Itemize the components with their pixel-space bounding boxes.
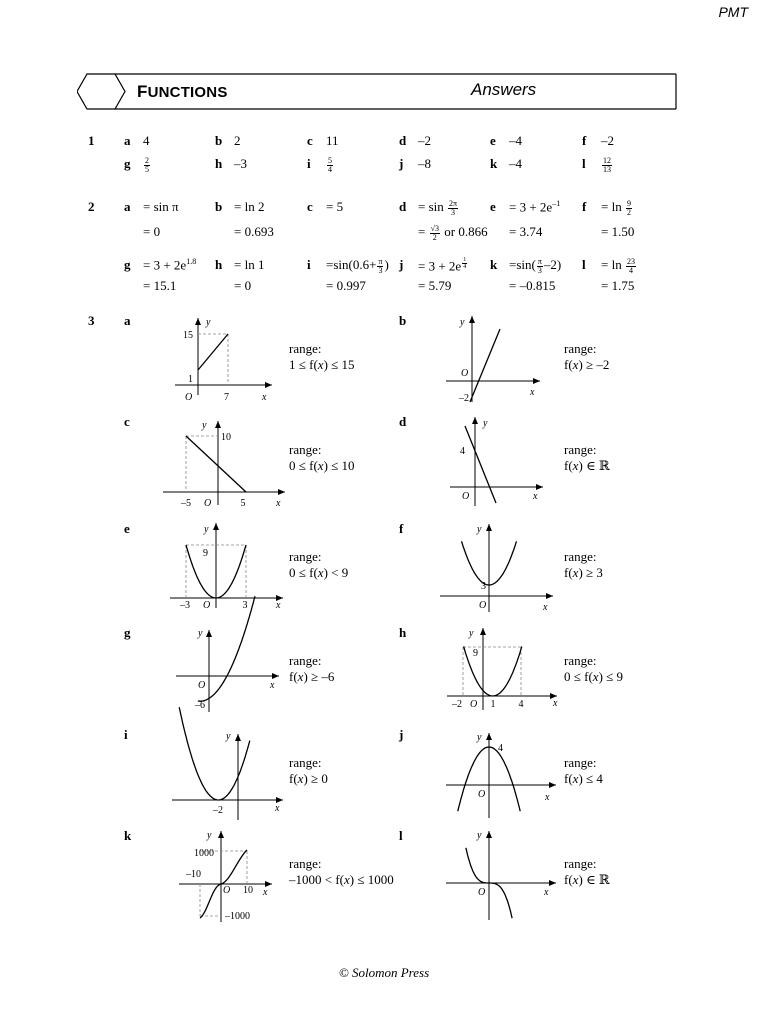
q1-value-d: –2 xyxy=(418,133,431,148)
q2-step-f: = ln $\frac{9}{2}$ xyxy=(601,198,631,217)
q2-label-i: i xyxy=(307,257,311,272)
graph-k-tick-10: 10 xyxy=(243,885,253,896)
graph-k-tick-neg1000: –1000 xyxy=(225,911,250,922)
graph-d-y-arrow xyxy=(472,417,478,424)
q2-label-h: h xyxy=(215,257,223,272)
q1-number: 1 xyxy=(88,133,95,148)
title-rest: UNCTIONS xyxy=(147,84,228,101)
graph-c-y-arrow xyxy=(215,421,221,428)
footer-copyright: © Solomon Press xyxy=(338,965,430,980)
q3-label-a: a xyxy=(124,313,131,328)
graph-g-x-label: x xyxy=(270,680,275,691)
graph-h-x-label: x xyxy=(553,698,558,709)
q3-label-f: f xyxy=(399,521,404,536)
q1-value-f: –2 xyxy=(601,133,614,148)
q1-value-a: 4 xyxy=(143,133,150,148)
q2-result-a: = 0 xyxy=(143,224,161,239)
graph-e-tick-neg3: –3 xyxy=(180,600,190,611)
graph-a-tick-1: 1 xyxy=(188,374,193,385)
q2-result-l: = 1.75 xyxy=(601,278,635,293)
graph-b-origin-label: O xyxy=(461,368,469,379)
q2-number: 2 xyxy=(88,199,95,214)
graph-k-y-label: y xyxy=(207,830,212,841)
q3-range-k: –1000 < f(x) ≤ 1000 xyxy=(289,872,394,887)
graph-h-tick-9: 9 xyxy=(473,648,478,659)
q3-range-a: 1 ≤ f(x) ≤ 15 xyxy=(289,357,355,372)
graph-c-x-label: x xyxy=(276,498,281,509)
q2-result-k: = –0.815 xyxy=(509,278,556,293)
graph-e-tick-3: 3 xyxy=(242,600,248,611)
q2-result-b: = 0.693 xyxy=(234,224,274,239)
graph-d-curve xyxy=(465,426,496,503)
q1-label-h: h xyxy=(215,156,223,171)
graph-k-tick-1000: 1000 xyxy=(194,848,214,859)
graph-e-y-arrow xyxy=(213,523,219,530)
graph-a-y-label: y xyxy=(206,317,211,328)
q1-label-f: f xyxy=(582,133,587,148)
graph-c-y-label: y xyxy=(202,420,207,431)
q2-label-f: f xyxy=(582,199,587,214)
graph-b-y-arrow xyxy=(469,316,475,323)
graph-f-y-label: y xyxy=(477,524,482,535)
graph-h-origin-label: O xyxy=(470,699,478,710)
graph-i-tick-neg2: –2 xyxy=(213,805,223,816)
graph-a-tick-7: 7 xyxy=(224,392,229,403)
q1-value-b: 2 xyxy=(234,133,241,148)
graph-g-tick-neg6: –6 xyxy=(195,700,205,711)
graph-j-tick-4: 4 xyxy=(498,743,503,754)
graph-k-origin-label: O xyxy=(223,885,231,896)
graph-a-y-arrow xyxy=(195,318,201,325)
graph-g-curve xyxy=(198,596,255,701)
q2-step-d: = sin $\frac{2\pi}{3}$ xyxy=(418,198,458,217)
graph-i-x-label: x xyxy=(275,803,280,814)
graph-f-x-label: x xyxy=(543,602,548,613)
page-header-pmt: PMT xyxy=(718,4,748,20)
graph-c-tick-10: 10 xyxy=(221,432,231,443)
q3-label-c: c xyxy=(124,414,130,429)
q1-value-h: –3 xyxy=(234,156,247,171)
graph-f-tick-3: 3 xyxy=(481,581,486,592)
graph-e-tick-9: 9 xyxy=(203,548,208,559)
q2-result-j: = 5.79 xyxy=(418,278,452,293)
graph-f-origin-label: O xyxy=(479,600,487,611)
q2-result-h: = 0 xyxy=(234,278,252,293)
q1-value-e: –4 xyxy=(509,133,522,148)
q2-label-g: g xyxy=(124,257,131,272)
graph-d-x-label: x xyxy=(533,491,538,502)
graph-h-tick-neg2: –2 xyxy=(452,699,462,710)
q2-label-b: b xyxy=(215,199,223,214)
q1-label-e: e xyxy=(490,133,496,148)
graph-b-y-label: y xyxy=(460,317,465,328)
q2-step-e: = $3 + 2e^{-1}$ xyxy=(509,199,561,215)
q1-value-i: $\frac{5}{4}$ xyxy=(328,155,332,174)
graph-k-y-arrow xyxy=(218,831,224,838)
graph-e-origin-label: O xyxy=(203,600,211,611)
graph-l-x-arrow xyxy=(549,880,556,886)
graph-c-tick-5: 5 xyxy=(240,498,246,509)
q2-result-e: = 3.74 xyxy=(509,224,543,239)
q2-result-d: = $\frac{√3}{2}$ or 0.866 xyxy=(418,223,488,242)
q3-range-word-f: range: xyxy=(564,549,597,564)
graph-c-origin-label: O xyxy=(204,498,212,509)
graph-j-x-arrow xyxy=(549,782,556,788)
graph-g-origin-label: O xyxy=(198,680,206,691)
q2-label-e: e xyxy=(490,199,496,214)
q2-label-j: j xyxy=(399,257,404,272)
graph-b-curve xyxy=(470,329,500,402)
graph-b-tick-neg2: –2 xyxy=(459,393,469,404)
graph-c-curve xyxy=(186,436,246,492)
q3-number: 3 xyxy=(88,313,95,328)
q3-label-g: g xyxy=(124,625,131,640)
q3-label-d: d xyxy=(399,414,407,429)
q3-range-h: 0 ≤ f(x) ≤ 9 xyxy=(564,669,624,684)
graph-g-y-arrow xyxy=(206,630,212,637)
q3-range-i: f(x) ≥ 0 xyxy=(289,771,328,786)
q2-step-k: =sin( $\frac{\pi}{3}$ –2) xyxy=(509,256,562,275)
q1-label-c: c xyxy=(307,133,313,148)
q3-label-l: l xyxy=(399,828,403,843)
q2-result-f: = 1.50 xyxy=(601,224,635,239)
graph-a-x-arrow xyxy=(265,382,272,388)
q2-step-a: = sin π xyxy=(143,199,179,214)
q3-label-i: i xyxy=(124,727,128,742)
q2-step-c: = 5 xyxy=(326,199,344,214)
q1-label-i: i xyxy=(307,156,311,171)
graph-a-x-label: x xyxy=(262,392,267,403)
q3-range-word-g: range: xyxy=(289,653,322,668)
q2-step-h: = ln 1 xyxy=(234,257,265,272)
q3-label-e: e xyxy=(124,521,130,536)
q3-range-word-b: range: xyxy=(564,341,597,356)
q1-label-b: b xyxy=(215,133,223,148)
q3-range-word-k: range: xyxy=(289,856,322,871)
q2-step-g: = $3 + 2e^{1.8}$ xyxy=(143,257,197,273)
graph-h-tick-4: 4 xyxy=(518,699,524,710)
graph-l-origin-label: O xyxy=(478,887,486,898)
graph-j-origin-label: O xyxy=(478,789,486,800)
graph-d-tick-4: 4 xyxy=(460,446,465,457)
q3-range-g: f(x) ≥ –6 xyxy=(289,669,335,684)
q3-range-word-h: range: xyxy=(564,653,597,668)
q1-value-g: $\frac{2}{5}$ xyxy=(145,155,149,174)
graph-k-tick-neg10: –10 xyxy=(186,869,201,880)
graph-b-x-label: x xyxy=(530,387,535,398)
q3-range-j: f(x) ≤ 4 xyxy=(564,771,603,786)
q3-range-c: 0 ≤ f(x) ≤ 10 xyxy=(289,458,355,473)
graph-h-y-label: y xyxy=(469,628,474,639)
q3-range-word-a: range: xyxy=(289,341,322,356)
q3-range-b: f(x) ≥ –2 xyxy=(564,357,610,372)
graph-e-y-label: y xyxy=(204,524,209,535)
q1-value-l: $\frac{12}{13}$ xyxy=(603,155,611,174)
q1-label-d: d xyxy=(399,133,407,148)
q2-label-a: a xyxy=(124,199,131,214)
graph-i-y-arrow xyxy=(235,734,241,741)
q2-step-b: = ln 2 xyxy=(234,199,265,214)
q1-label-k: k xyxy=(490,156,498,171)
graph-g-x-arrow xyxy=(272,673,279,679)
q3-label-h: h xyxy=(399,625,407,640)
q2-result-g: = 15.1 xyxy=(143,278,177,293)
q3-range-d: f(x) ∈ ℝ xyxy=(564,458,610,473)
graph-d-origin-label: O xyxy=(462,491,470,502)
graph-l-y-arrow xyxy=(486,831,492,838)
q1-value-k: –4 xyxy=(509,156,522,171)
q2-result-i: = 0.997 xyxy=(326,278,366,293)
graph-j-x-label: x xyxy=(545,792,550,803)
q1-label-a: a xyxy=(124,133,131,148)
graph-h-y-arrow xyxy=(480,628,486,635)
q1-label-j: j xyxy=(399,156,404,171)
graph-a-origin-label: O xyxy=(185,392,193,403)
graph-k-x-label: x xyxy=(263,887,268,898)
graph-c-x-arrow xyxy=(278,489,285,495)
q1-label-l: l xyxy=(582,156,586,171)
graph-f-x-arrow xyxy=(546,593,553,599)
q2-step-l: = ln $\frac{23}{4}$ xyxy=(601,256,635,275)
q3-range-word-l: range: xyxy=(564,856,597,871)
q2-label-l: l xyxy=(582,257,586,272)
q2-label-c: c xyxy=(307,199,313,214)
graph-j-y-label: y xyxy=(477,732,482,743)
graph-d-x-arrow xyxy=(536,484,543,490)
graph-c-tick-neg5: –5 xyxy=(181,498,191,509)
graph-d-y-label: y xyxy=(483,418,488,429)
q3-range-word-i: range: xyxy=(289,755,322,770)
title-first-letter: F xyxy=(137,82,148,101)
q2-step-i: =sin(0.6+ $\frac{\pi}{3}$ ) xyxy=(326,256,389,275)
q3-range-l: f(x) ∈ ℝ xyxy=(564,872,610,887)
graph-i-y-label: y xyxy=(226,731,231,742)
q1-value-c: 11 xyxy=(326,133,339,148)
graph-j-y-arrow xyxy=(486,733,492,740)
q3-range-word-c: range: xyxy=(289,442,322,457)
q1-value-j: –8 xyxy=(418,156,431,171)
q3-label-b: b xyxy=(399,313,407,328)
graph-a-curve xyxy=(198,334,228,370)
graph-l-y-label: y xyxy=(477,830,482,841)
q3-range-e: 0 ≤ f(x) < 9 xyxy=(289,565,349,580)
q2-label-k: k xyxy=(490,257,498,272)
graph-h-tick-1: 1 xyxy=(490,699,496,710)
q3-label-k: k xyxy=(124,828,132,843)
q2-step-j: = 3 + 2e $^{\frac{1}{4}}$ xyxy=(418,257,467,274)
answers-label: Answers xyxy=(471,80,537,99)
graph-l-x-label: x xyxy=(544,887,549,898)
q2-label-d: d xyxy=(399,199,407,214)
q3-label-j: j xyxy=(399,727,404,742)
q1-label-g: g xyxy=(124,156,131,171)
graph-b-x-arrow xyxy=(533,378,540,384)
q3-range-word-d: range: xyxy=(564,442,597,457)
q3-range-f: f(x) ≥ 3 xyxy=(564,565,603,580)
q3-range-word-j: range: xyxy=(564,755,597,770)
q3-range-word-e: range: xyxy=(289,549,322,564)
graph-g-y-label: y xyxy=(198,628,203,639)
graph-i-curve xyxy=(179,707,250,800)
graph-f-y-arrow xyxy=(486,524,492,531)
graph-e-x-label: x xyxy=(276,600,281,611)
graph-a-tick-15: 15 xyxy=(183,330,193,341)
